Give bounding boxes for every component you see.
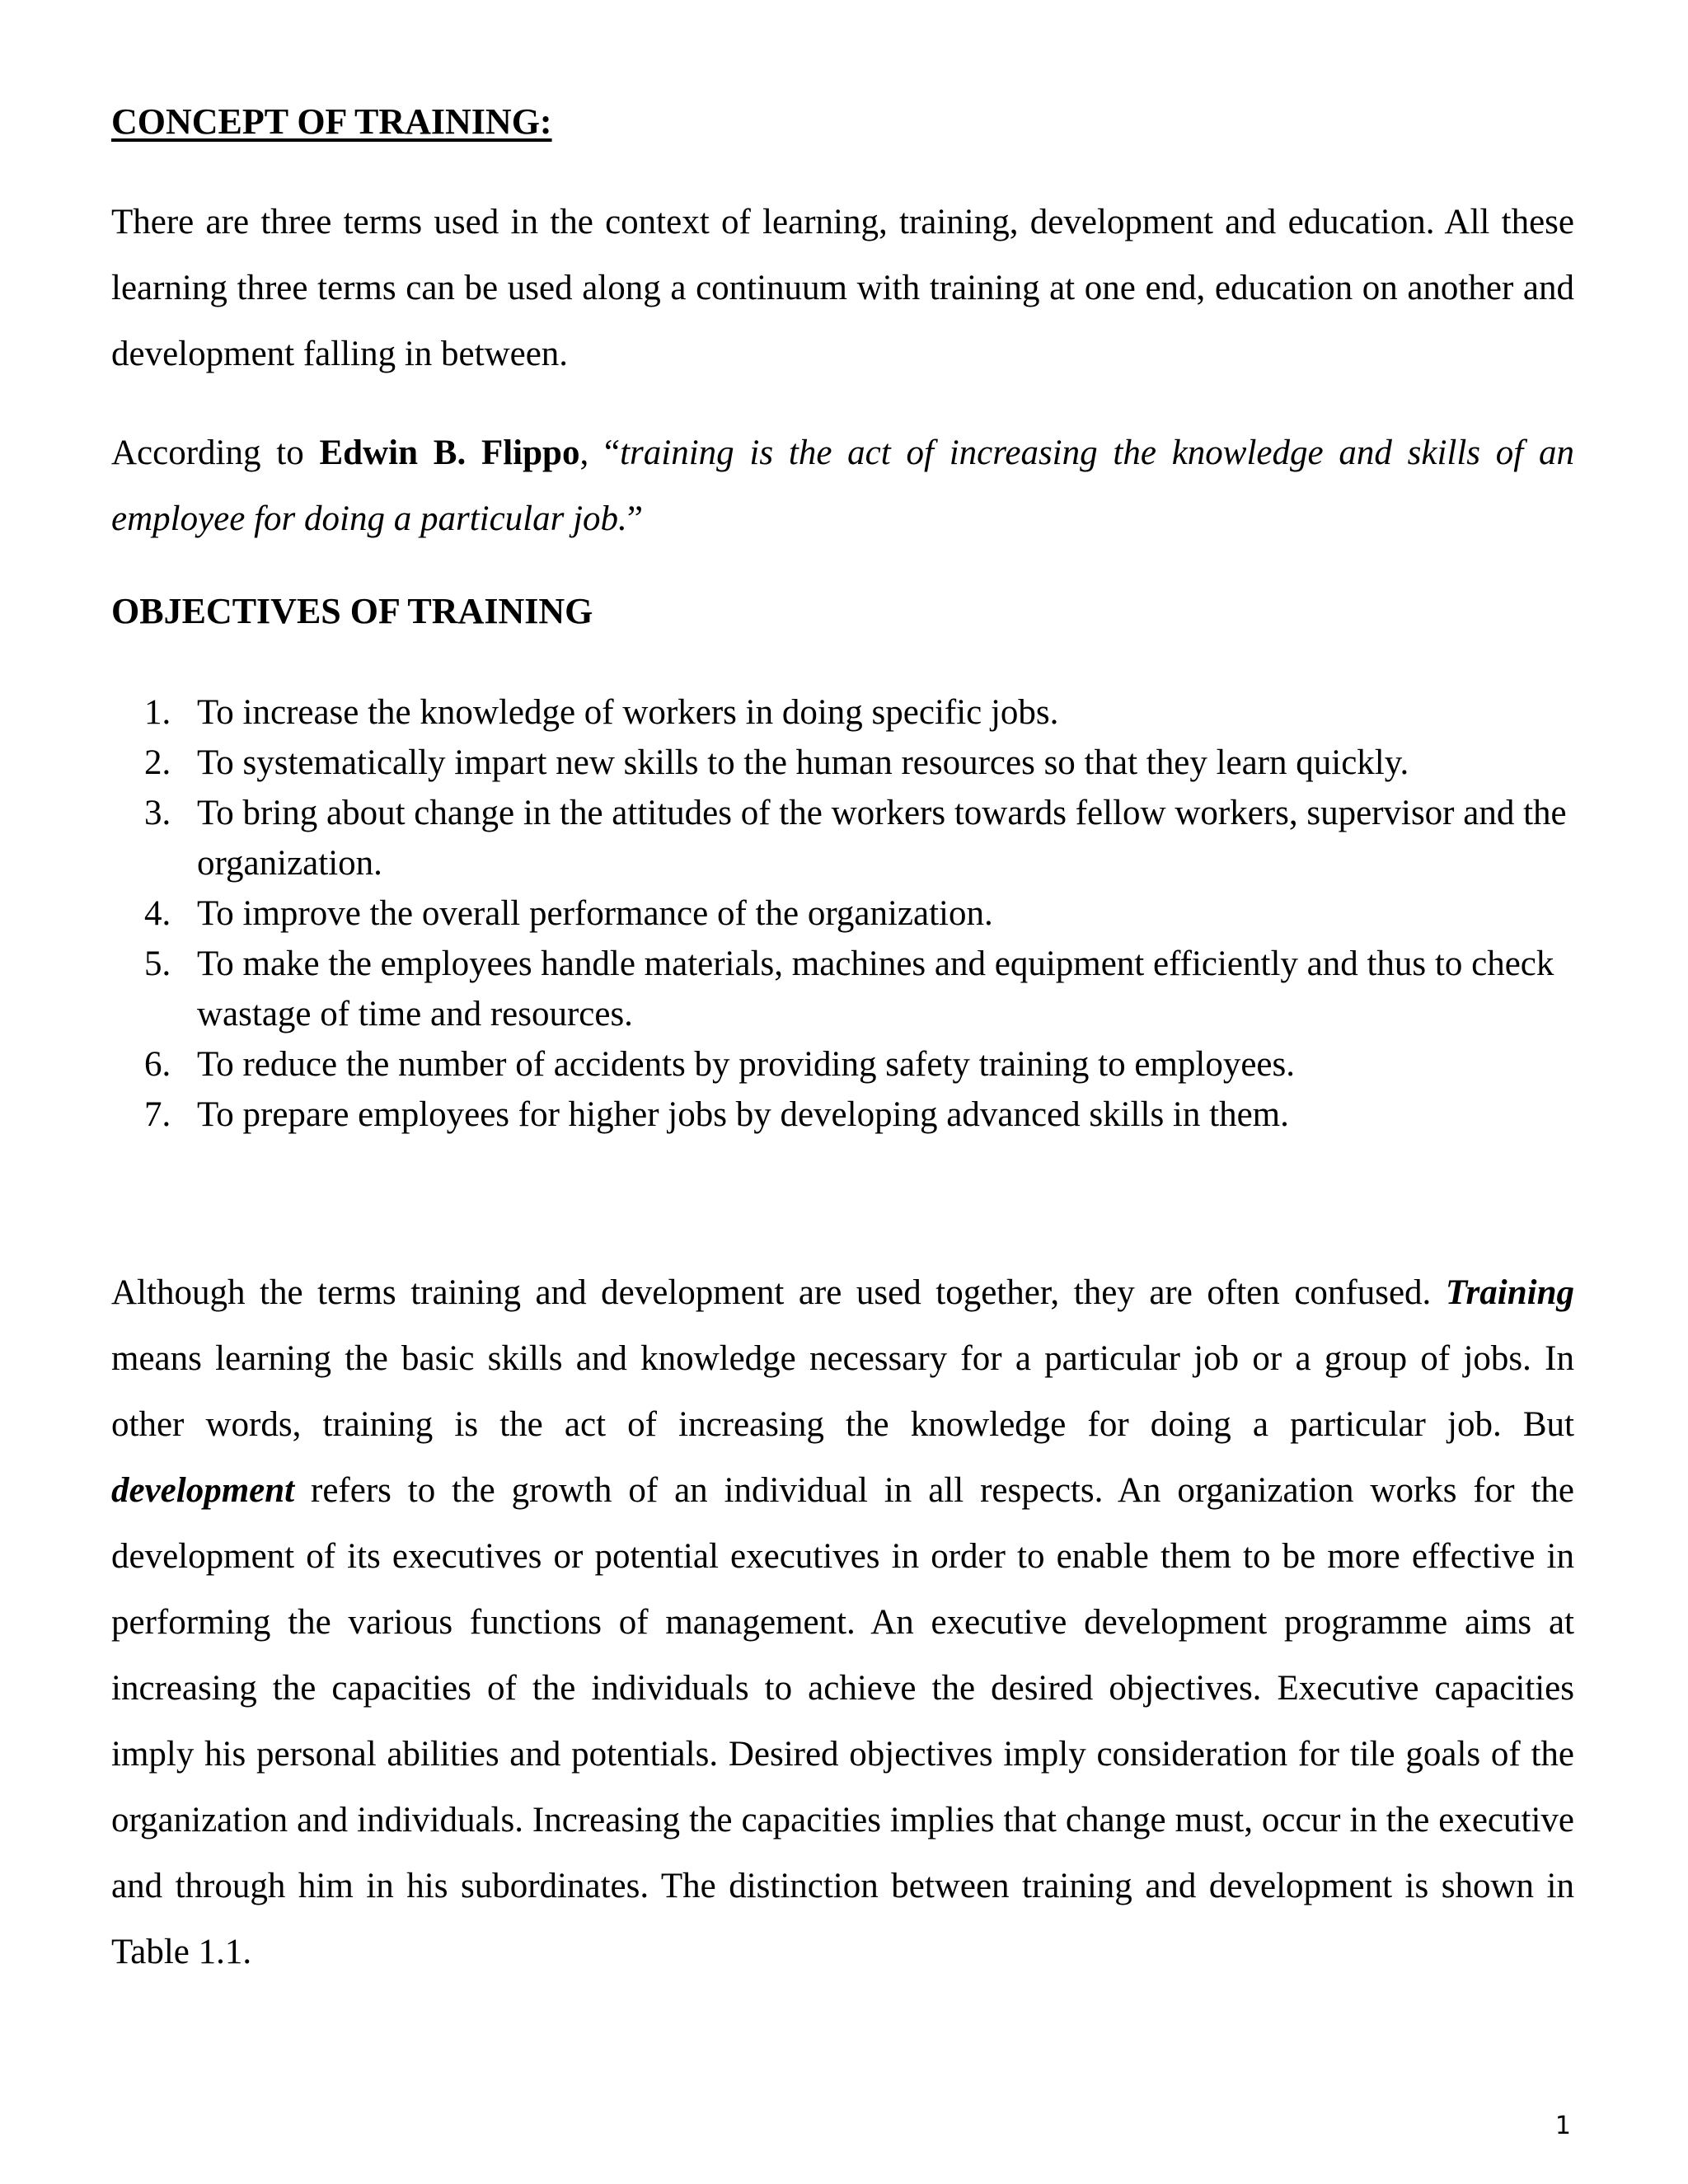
list-item-text: To reduce the number of accidents by providing safety training to employees. [197,1045,1295,1084]
list-item [111,687,1574,738]
definition-prefix: According to [111,434,320,472]
list-item-number: 6. [144,1045,171,1084]
list-item [111,1090,1574,1140]
list-item-number: 5. [144,944,171,983]
term-training: Training [1445,1273,1574,1312]
list-item [111,939,1574,1039]
distinction-part-2: means learning the basic skills and knowledge necessary for a particular job or a group of jobs. In other words, training is the act of increasing the knowledge for doing a particular job. But [111,1339,1574,1444]
list-item-text: To increase the knowledge of workers in doing specific jobs. [197,693,1059,732]
list-item-text: To systematically impart new skills to the human resources so that they learn quickly. [197,743,1409,782]
definition-comma: , [579,434,604,472]
heading-concept-of-training: CONCEPT OF TRAINING: [111,101,552,142]
objectives-list [111,687,1574,1140]
list-item-number: 7. [144,1095,171,1134]
list-item-text: To improve the overall performance of the organization. [197,894,993,933]
definition-paragraph [111,420,1574,552]
list-item-text: To prepare employees for higher jobs by developing advanced skills in them. [197,1095,1289,1134]
definition-quote: training is the act of increasing the knowledge and skills of an employee for doing a particular job. [111,434,1575,538]
heading-objectives-of-training: OBJECTIVES OF TRAINING [111,591,593,631]
list-item-text: To make the employees handle materials, machines and equipment efficiently and thus to check wastage of time and resources. [197,944,1554,1033]
definition-author: Edwin B. Flippo [319,434,580,472]
list-item [111,738,1574,788]
term-development: development [111,1471,295,1510]
definition-open-quote: “ [603,434,621,472]
list-item-number: 4. [144,894,171,933]
list-item [111,788,1574,888]
list-item-text: To bring about change in the attitudes of the workers towards fellow workers, supervisor and the organization. [197,794,1567,883]
page-content [111,97,1574,1985]
distinction-paragraph [111,1260,1574,1985]
list-item [111,1039,1574,1090]
distinction-part-1: Although the terms training and development are used together, they are often confused. [111,1273,1446,1312]
list-item-number: 1. [144,693,171,732]
list-item-number: 2. [144,743,171,782]
list-item-number: 3. [144,794,171,832]
definition-close-quote: ” [626,499,643,538]
page-number: 1 [1554,2111,1571,2140]
intro-paragraph: There are three terms used in the context of learning, training, development and education. All these learning three terms can be used along a continuum with training at one end, education on another and development falling in between. [111,203,1574,373]
distinction-part-3: refers to the growth of an individual in all respects. An organization works for the development of its executives or potential executives in order to enable them to be more effective in performing the various functions of management. An executive development programme aims at increasing the capacities of the individuals to achieve the desired objectives. Executive capacities imply his personal abilities and potentials. Desired objectives imply consideration for tile goals of the organization and individuals. Increasing the capacities implies that change must, occur in the executive and through him in his subordinates. The distinction between training and development is shown in Table 1.1. [111,1471,1574,1971]
list-item [111,888,1574,939]
